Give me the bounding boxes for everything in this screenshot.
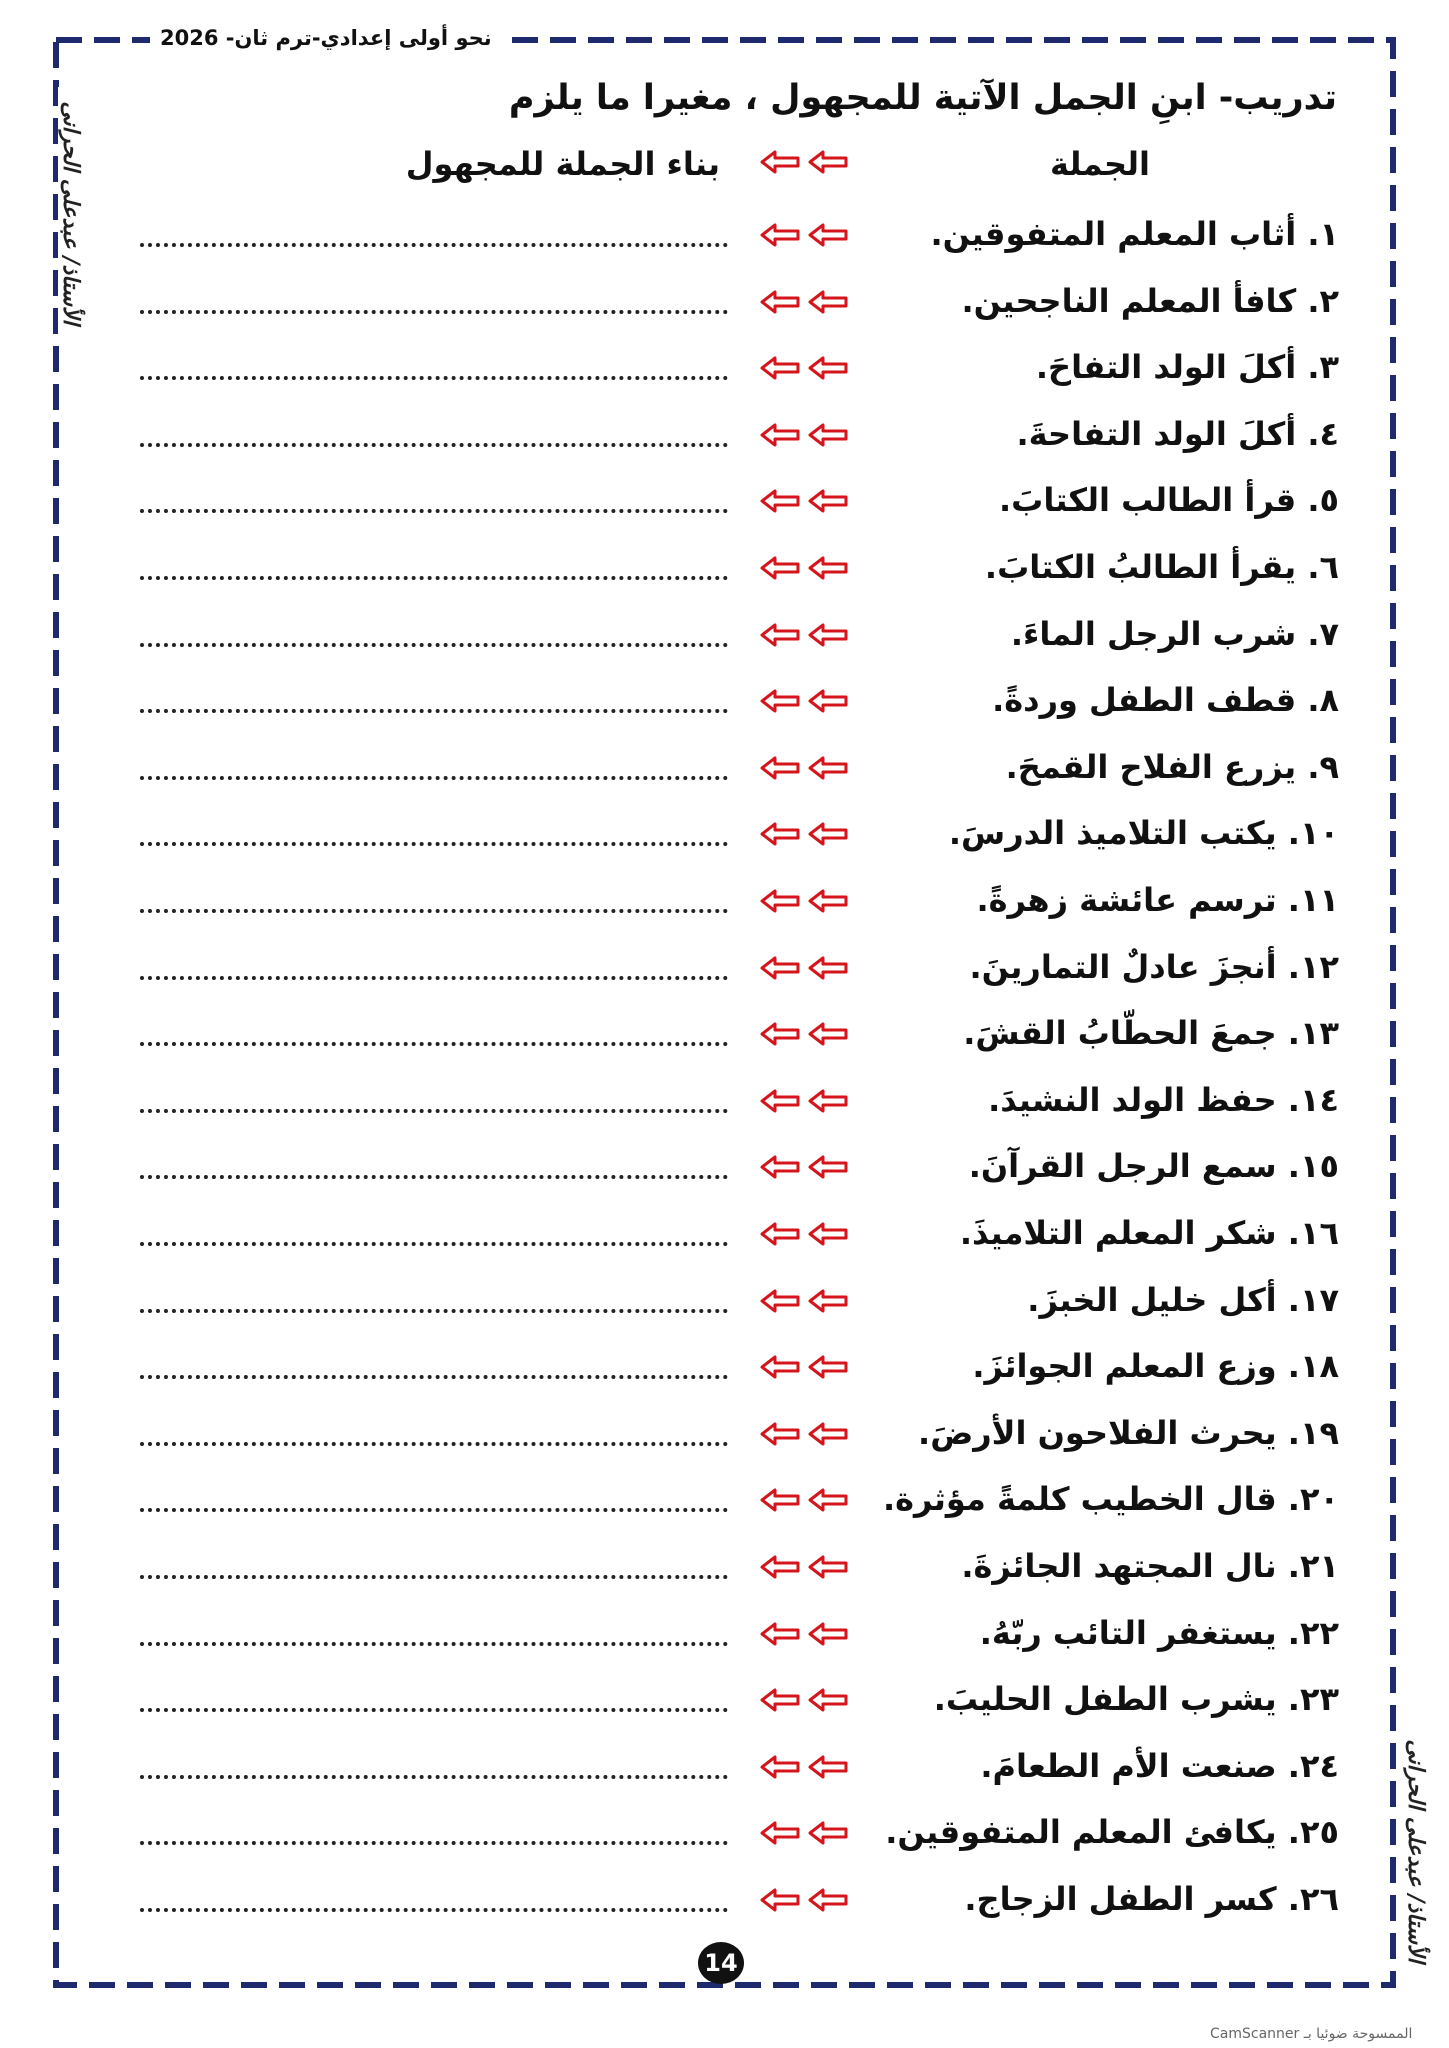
row-arrows: [760, 356, 848, 380]
left-arrow-icon: [760, 1155, 800, 1179]
row-arrows: [760, 556, 848, 580]
left-arrow-icon: [808, 489, 848, 513]
answer-blank[interactable]: [140, 1841, 728, 1845]
left-arrow-icon: [808, 889, 848, 913]
sentence-item: ٢٦. كسر الطفل الزجاج.: [964, 1880, 1339, 1918]
answer-blank[interactable]: [140, 376, 728, 380]
left-arrow-icon: [808, 822, 848, 846]
left-arrow-icon: [808, 1355, 848, 1379]
answer-blank[interactable]: [140, 1175, 728, 1179]
sentence-item: ٨. قطف الطفل وردةً.: [992, 681, 1339, 720]
left-arrow-icon: [760, 689, 800, 713]
answer-blank[interactable]: [140, 1708, 728, 1712]
left-arrow-icon: [808, 1688, 848, 1712]
left-arrow-icon: [760, 556, 800, 580]
left-arrow-icon: [760, 489, 800, 513]
row-arrows: [760, 1289, 848, 1313]
left-arrow-icon: [808, 150, 848, 174]
left-arrow-icon: [808, 290, 848, 314]
left-arrow-icon: [808, 1821, 848, 1845]
sentence-item: ٢٢. يستغفر التائب ربّهُ.: [979, 1613, 1339, 1652]
left-arrow-icon: [760, 1555, 800, 1579]
left-arrow-icon: [808, 1755, 848, 1779]
answer-blank[interactable]: [140, 1309, 728, 1313]
left-arrow-icon: [808, 556, 848, 580]
left-arrow-icon: [808, 1422, 848, 1446]
sentence-item: ١٠. يكتب التلاميذ الدرسَ.: [948, 814, 1339, 853]
left-arrow-icon: [808, 1488, 848, 1512]
row-arrows: [760, 1355, 848, 1379]
answer-blank[interactable]: [140, 1775, 728, 1779]
left-arrow-icon: [760, 290, 800, 314]
row-arrows: [760, 1622, 848, 1646]
sentence-item: ١٥. سمع الرجل القرآنَ.: [968, 1147, 1339, 1186]
left-arrow-icon: [760, 889, 800, 913]
answer-blank[interactable]: [140, 1109, 728, 1113]
left-arrow-icon: [808, 1289, 848, 1313]
answer-blank[interactable]: [140, 243, 728, 247]
row-arrows: [760, 1155, 848, 1179]
left-arrow-icon: [760, 956, 800, 980]
answer-blank[interactable]: [140, 1042, 728, 1046]
sentence-item: ٣. أكلَ الولد التفاحَ.: [1035, 348, 1339, 387]
sentence-item: ١٦. شكر المعلم التلاميذَ.: [959, 1214, 1339, 1252]
row-arrows: [760, 689, 848, 713]
left-arrow-icon: [760, 1821, 800, 1845]
sentence-item: ٩. يزرع الفلاح القمحَ.: [1005, 747, 1339, 786]
sentence-item: ١٤. حفظ الولد النشيدَ.: [988, 1080, 1339, 1119]
left-arrow-icon: [760, 1289, 800, 1313]
sentence-item: ١١. ترسم عائشة زهرةً.: [976, 881, 1339, 919]
left-arrow-icon: [760, 1888, 800, 1912]
left-arrow-icon: [808, 223, 848, 247]
answer-blank[interactable]: [140, 1375, 728, 1379]
sentence-item: ٢٣. يشرب الطفل الحليبَ.: [933, 1680, 1339, 1719]
left-arrow-icon: [760, 623, 800, 647]
answer-blank[interactable]: [140, 1242, 728, 1246]
sentence-item: ١٣. جمعَ الحطّابُ القشَ.: [963, 1014, 1339, 1053]
row-arrows: [760, 1688, 848, 1712]
answer-blank[interactable]: [140, 509, 728, 513]
left-arrow-icon: [808, 623, 848, 647]
sentence-item: ١٨. وزع المعلم الجوائزَ.: [972, 1347, 1339, 1386]
row-arrows: [760, 756, 848, 780]
sentence-item: ٥. قرأ الطالب الكتابَ.: [999, 481, 1339, 520]
left-arrow-icon: [760, 756, 800, 780]
left-arrow-icon: [808, 1155, 848, 1179]
answer-blank[interactable]: [140, 443, 728, 447]
left-arrow-icon: [760, 1022, 800, 1046]
row-arrows: [760, 1422, 848, 1446]
answer-blank[interactable]: [140, 709, 728, 713]
answer-blank[interactable]: [140, 576, 728, 580]
row-arrows: [760, 1222, 848, 1246]
side-author-right: الأستاذ/ عبدعلى الحرانى: [1403, 1725, 1429, 1977]
row-arrows: [760, 623, 848, 647]
row-arrows: [760, 1488, 848, 1512]
row-arrows: [760, 1089, 848, 1113]
answer-blank[interactable]: [140, 1442, 728, 1446]
sentence-item: ٢٠. قال الخطيب كلمةً مؤثرة.: [882, 1480, 1339, 1519]
row-arrows: [760, 956, 848, 980]
left-arrow-icon: [760, 822, 800, 846]
left-arrow-icon: [808, 689, 848, 713]
row-arrows: [760, 290, 848, 314]
row-arrows: [760, 423, 848, 447]
sentence-item: ٢٤. صنعت الأم الطعامَ.: [980, 1746, 1339, 1785]
left-arrow-icon: [760, 1622, 800, 1646]
answer-blank[interactable]: [140, 1908, 728, 1912]
sentence-item: ٢١. نال المجتهد الجائزةَ.: [961, 1547, 1339, 1585]
sentence-item: ١٧. أكل خليل الخبزَ.: [1027, 1280, 1339, 1319]
row-arrows: [760, 1821, 848, 1845]
left-arrow-icon: [760, 1222, 800, 1246]
answer-blank[interactable]: [140, 1575, 728, 1579]
row-arrows: [760, 822, 848, 846]
left-arrow-icon: [808, 956, 848, 980]
left-arrow-icon: [760, 356, 800, 380]
left-arrow-icon: [760, 1355, 800, 1379]
left-arrow-icon: [808, 1222, 848, 1246]
left-arrow-icon: [808, 356, 848, 380]
left-arrow-icon: [760, 423, 800, 447]
left-arrow-icon: [760, 1755, 800, 1779]
sentence-item: ١٩. يحرث الفلاحون الأرضَ.: [918, 1413, 1339, 1452]
answer-blank[interactable]: [140, 909, 728, 913]
left-arrow-icon: [760, 1089, 800, 1113]
answer-blank[interactable]: [140, 976, 728, 980]
answer-blank[interactable]: [140, 1642, 728, 1646]
scanner-watermark: الممسوحة ضوئيا بـ CamScanner: [1210, 2026, 1413, 2042]
row-arrows: [760, 1555, 848, 1579]
column-header-passive: بناء الجملة للمجهول: [405, 145, 720, 183]
answer-blank[interactable]: [140, 310, 728, 314]
left-arrow-icon: [808, 1089, 848, 1113]
left-arrow-icon: [760, 1422, 800, 1446]
answer-blank[interactable]: [140, 776, 728, 780]
left-arrow-icon: [760, 223, 800, 247]
left-arrow-icon: [808, 423, 848, 447]
left-arrow-icon: [808, 1622, 848, 1646]
header-title: نحو أولى إعدادي-ترم ثان- 2026: [150, 26, 502, 50]
left-arrow-icon: [808, 1022, 848, 1046]
sentence-item: ٢. كافأ المعلم الناجحين.: [961, 281, 1339, 320]
sentence-item: ١. أثاب المعلم المتفوقين.: [930, 215, 1339, 253]
row-arrows: [760, 889, 848, 913]
left-arrow-icon: [808, 756, 848, 780]
row-arrows: [760, 489, 848, 513]
exercise-title: تدريب- ابنِ الجمل الآتية للمجهول ، مغيرا ما يلزم: [508, 78, 1337, 118]
header-arrows: [760, 150, 848, 174]
sentence-item: ٢٥. يكافئ المعلم المتفوقين.: [885, 1813, 1339, 1852]
column-header-sentence: الجملة: [1050, 145, 1150, 183]
left-arrow-icon: [760, 1688, 800, 1712]
page-number: 14: [698, 1942, 744, 1984]
sentence-item: ٤. أكلَ الولد التفاحةَ.: [1016, 414, 1339, 453]
side-author-left: الأستاذ/ عبدعلى الحرانى: [58, 87, 84, 339]
sentence-item: ٦. يقرأ الطالبُ الكتابَ.: [984, 548, 1339, 586]
sentence-item: ٧. شرب الرجل الماءَ.: [1010, 614, 1339, 653]
answer-blank[interactable]: [140, 643, 728, 647]
row-arrows: [760, 223, 848, 247]
row-arrows: [760, 1888, 848, 1912]
row-arrows: [760, 1022, 848, 1046]
row-arrows: [760, 1755, 848, 1779]
answer-blank[interactable]: [140, 1508, 728, 1512]
sentence-item: ١٢. أنجزَ عادلٌ التمارينَ.: [969, 947, 1339, 986]
left-arrow-icon: [760, 1488, 800, 1512]
left-arrow-icon: [808, 1555, 848, 1579]
left-arrow-icon: [760, 150, 800, 174]
left-arrow-icon: [808, 1888, 848, 1912]
answer-blank[interactable]: [140, 842, 728, 846]
